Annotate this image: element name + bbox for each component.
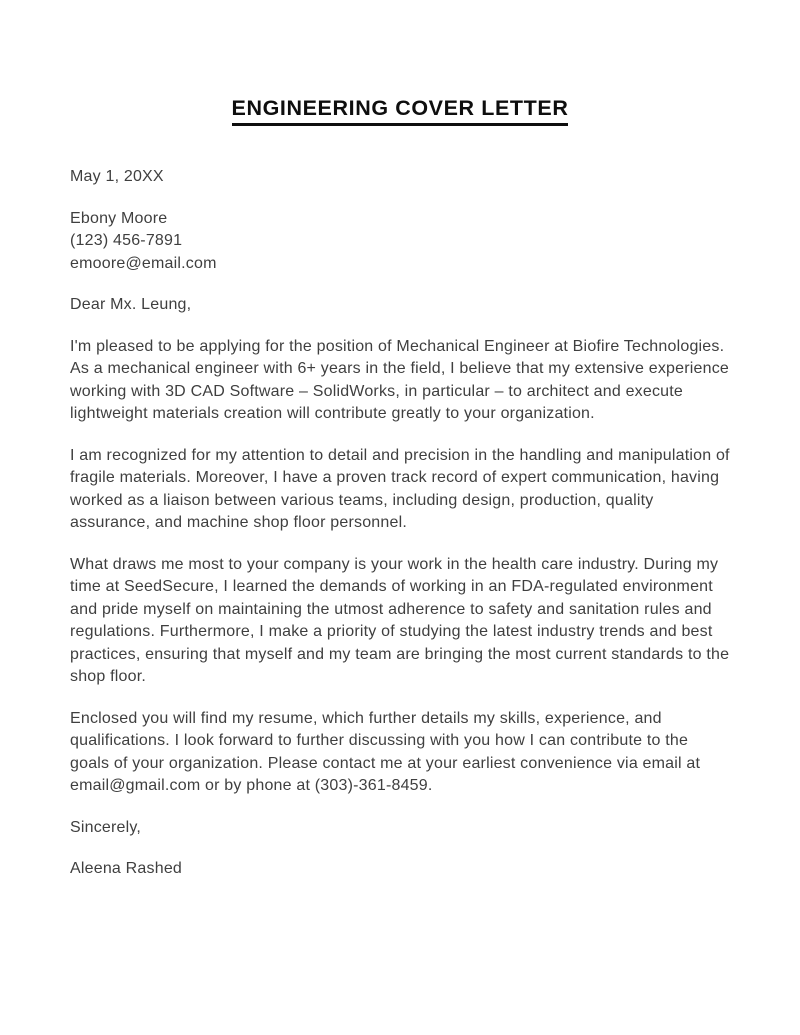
sender-contact-block: [70, 208, 730, 276]
closing-line: Sincerely,: [70, 818, 142, 836]
sender-phone: (123) 456-7891: [70, 232, 183, 249]
body-paragraph-1: I'm pleased to be applying for the position of Mechanical Engineer at Biofire Technologies. As a mechanical engineer with 6+ years in the field, I believe that my extensive experience working with 3D CAD Software – SolidWorks, in particular – to architect and execute lightweight materials creation will contribute greatly to your organization.: [70, 337, 729, 422]
body-paragraph-3: What draws me most to your company is your work in the health care industry. During my time at SeedSecure, I learned the demands of working in an FDA-regulated environment and pride myself on maintaining the utmost adherence to safety and sanitation rules and regulations. Furthermore, I make a priority of studying the latest industry trends and best practices, ensuring that myself and my team are bringing the most current standards to the shop floor.: [70, 555, 730, 685]
sender-name: Ebony Moore: [70, 209, 168, 227]
title-container: [70, 96, 730, 126]
page-title: ENGINEERING COVER LETTER: [232, 96, 569, 126]
signature-name: Aleena Rashed: [70, 860, 183, 877]
sender-email: emoore@email.com: [70, 254, 217, 272]
body-paragraph-4: Enclosed you will find my resume, which further details my skills, experience, and qualifications. I look forward to further discussing with you how I can contribute to the goals of your organization. Please contact me at your earliest convenience via email at email@gmail.com or by phone at (303)-361-8459.: [70, 709, 701, 794]
body-paragraph-2: I am recognized for my attention to detail and precision in the handling and manipulation of fragile materials. Moreover, I have a proven track record of expert communication, having worked as a liaison between various teams, including design, production, quality assurance, and machine shop floor personnel.: [70, 446, 730, 531]
greeting-line: Dear Mx. Leung,: [70, 296, 192, 313]
date-line: May 1, 20XX: [70, 168, 164, 185]
